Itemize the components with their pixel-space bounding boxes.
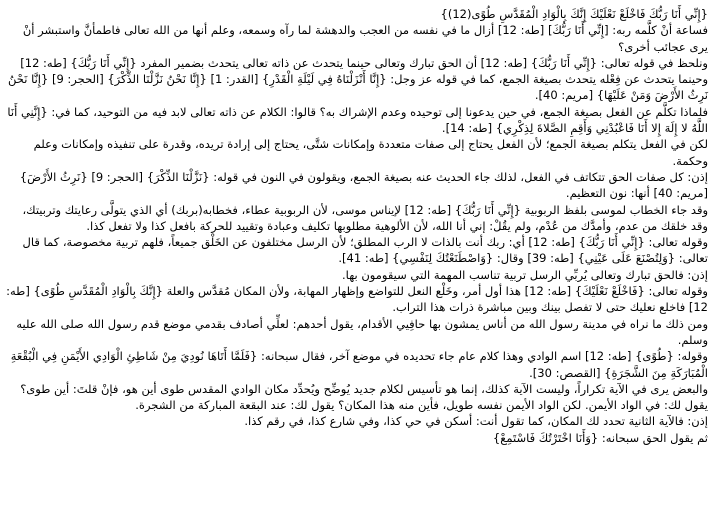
paragraph: وقوله تعالى: {فَاخْلَعْ نَعْلَيْكَ} [طه: 12] هذا أول أمر، وخَلْع النعل للتواضع وإظهار المهابة، ولأن المكان مُقدَّس والعلة {إِنَّكَ بِالْوَادِ الْمُقَدَّسِ طُوًى} [طه: 12] فاخلع نعليك حتى لا تفصل بينك وبين مباشرة ذرات هذا التراب. (6, 284, 708, 315)
verse-heading: {إِنِّي أَنَا رَبُّكَ فَاخْلَعْ نَعْلَيْكَ إِنَّكَ بِالْوَادِ الْمُقَدَّسِ طُوًى(12)} (440, 7, 708, 21)
paragraph: وقوله: {طُوًى} [طه: 12] اسم الوادي وهذا كلام عام جاء تحديده في موضع آخر، فقال سبحانه: {فَلَمَّا أَتَاهَا نُودِيَ مِنْ شَاطِئِ الْوَادِي الأَيْمَنِ فِي الْبُقْعَةِ الْمُبَارَكَةِ مِنَ الشَّجَرَةِ} [القصص: 30]. (10, 349, 708, 380)
paragraph: فساعة أنْ كلَّمه ربه: [إِنِّي أَنَا رَبُّكَ] [طه: 12] أزال ما في نفسه من العجب والدهشة لما رآه وسمعه، وعلم أنها من الله تعالى فاطمأنَّ واستبشر أنْ يرى عجائب أخرى؟ (22, 23, 708, 54)
paragraph: وقوله تعالى: {إِنِّي أَنَا رَبُّكَ} [طه: 12] أي: ربك أنت بالذات لا الرب المطلق؛ لأن الرسل مختلفون عن الخَلْق جميعاً، فلهم تربية مخصوصة، كما قال تعالى: {وَلِتُصْنَعَ عَلَى عَيْنِي} [طه: 39] وقال: {وَاصْطَنَعْتُكَ لِنَفْسِي} [طه: 41]. (22, 235, 708, 266)
paragraph: لكن في الفعل يتكلم بصيغة الجمع؛ لأن الفعل يحتاج إلى صفات متعددة وإمكانات شتَّى، يحتاج إلى إرادة تريده، وقدرة على تنفيذه وإمكانات وعلم وحكمة. (33, 137, 708, 168)
paragraph: إذن: فالآية الثانية تحدد لك المكان، كما تقول أنت: أسكن في حي كذا، وفي شارع كذا، في رقم كذا. (244, 414, 708, 429)
paragraph: ثم يقول الحق سبحانه: {وَأَنَا اخْتَرْتُكَ فَاسْتَمِعْ} (492, 430, 708, 445)
paragraph: ونلحظ في قوله تعالى: {إِنِّي أَنَا رَبُّكَ} [طه: 12] أن الحق تبارك وتعالى حينما يتحدث عن ذاته تعالى يتحدث بضمير المفرد {إِنِّي أَنَا رَبُّكَ} [طه: 12] وحينما يتحدث عن فِعْله يتحدث بصيغة الجمع، كما في قوله عز وجل: {إِنَّا أَنْزَلْنَاهُ فِي لَيْلَةِ الْقَدْرِ} [القدر: 1] {إِنَّا نَحْنُ نَزَّلْنَا الذِّكْرَ} [الحجر: 9] {إِنَّا نَحْنُ نَرِثُ الأَرْضَ وَمَنْ عَلَيْهَا} [مريم: 40]. (8, 55, 708, 103)
paragraph: إذن: فالحق تبارك وتعالى يُربِّي الرسل تربية تناسب المهمة التي سيقومون بها. (342, 267, 708, 282)
paragraph: ومن ذلك ما نراه في مدينة رسول الله من أناس يمشون بها حافِيي الأقدام، يقول أحدهم: لعلِّي أصادف بقدمي موضع قدم رسول الله صلى الله عليه وسلم. (16, 316, 708, 347)
paragraph: وقد جاء الخطاب لموسى بلفظ الربوبية {إِنِّي أَنَا رَبُّكَ} [طه: 12] لإيناس موسى، لأن الربوبية عطاء، فخطابه(بربك) أي الذي يتولَّى رعايتك وتربيتك، وقد خلقك من عدم، وأمدَّك من عُدْم، ولم يقُلْ: إني أنا الله، لأن الألوهية مطلوبها تكليف وعبادة وتقييد للحركة بافعل كذا ولا تفعل كذا. (22, 202, 708, 233)
paragraph: إذن: كل صفات الحق تتكاتف في الفعل، لذلك جاء الحديث عنه بصيغة الجمع، ويقولون في النون في قوله: {نَزَّلْنَا الذِّكْرَ} [الحجر: 9] {نَرِثُ الأَرْضَ} [مريم: 40] أنها: نون التعظيم. (19, 169, 708, 201)
paragraph: والبعض يرى في الآية تكراراً، وليست الآية كذلك، إنما هو تأسيس لكلام جديد يُوضِّح ويُحدِّد مكان الوادي المقدس طوى أين هو، فإنْ قلتَ: أين طوى؟ يقول لك: في الواد الأيمن. لكن الواد الأيمن نفسه طويل، فأين منه هذا المكان؟ يقول لك: عند البقعة المباركة من الشجرة. (20, 381, 708, 413)
paragraph: فلماذا تكلَّم عن الفعل بصيغة الجمع، في حين يدعونا إلى توحيده وعدم الإشراك به؟ قالوا: الكلام عن ذاته تعالى لابد فيه من التوحيد، كما في: {إِنَّنِي أَنَا اللَّهُ لا إِلَهَ إِلا أَنَا فَاعْبُدْنِي وَأَقِمِ الصَّلاةَ لِذِكْرِي} [طه: 14]. (7, 104, 708, 136)
